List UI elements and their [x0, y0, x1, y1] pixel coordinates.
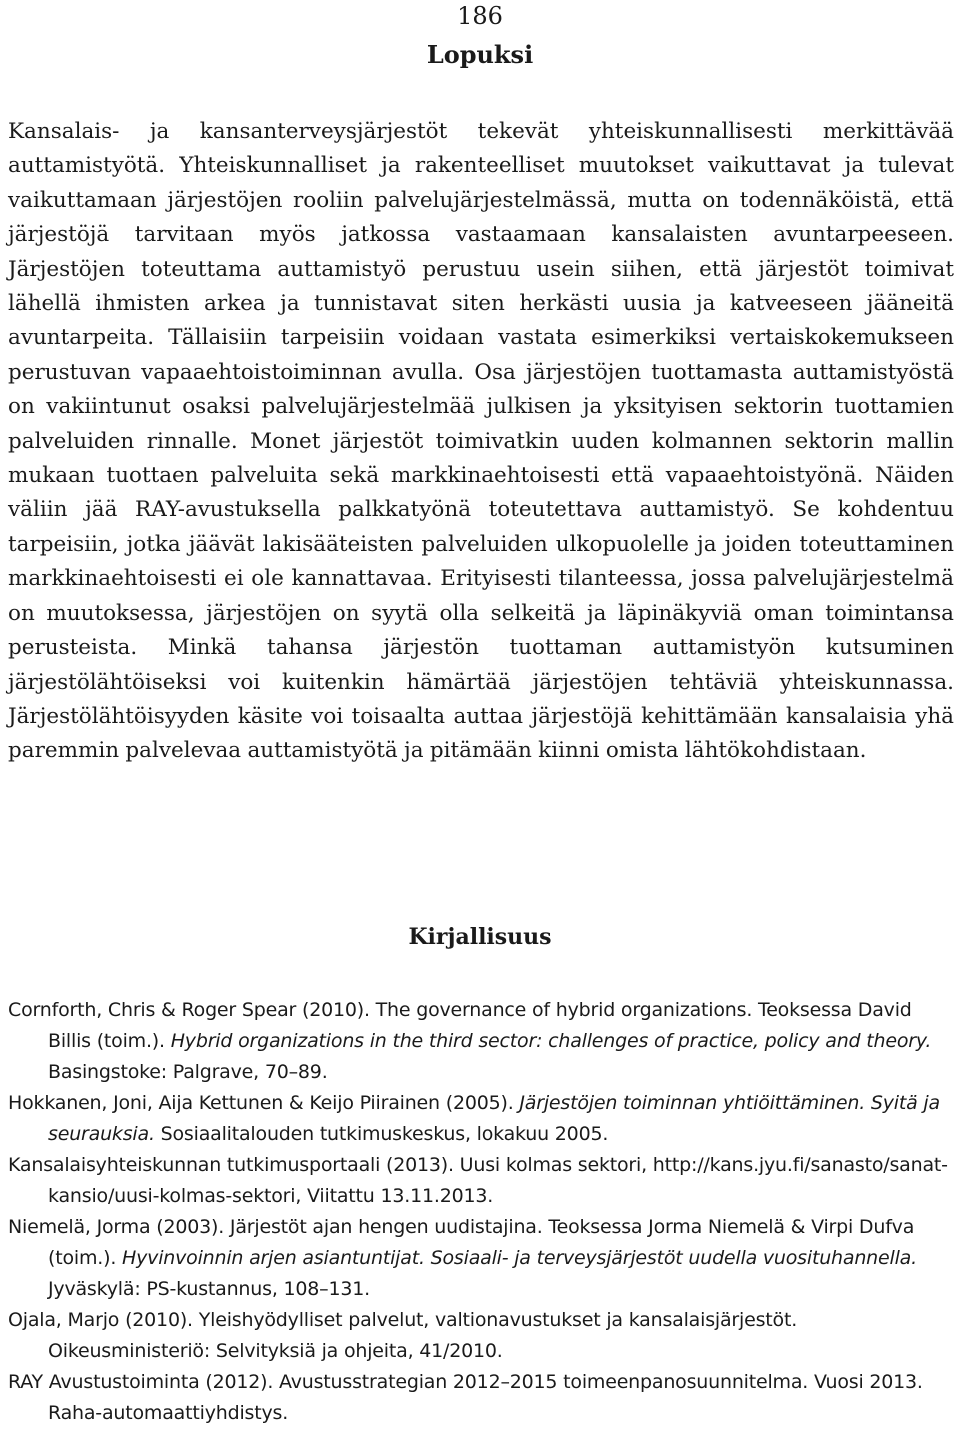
reference-title: Hybrid organizations in the third sector: challenges of practice, policy and theory. — [170, 1030, 932, 1052]
references-heading: Kirjallisuus — [408, 924, 552, 950]
reference-title: Järjestöjen toiminnan yhtiöittäminen. Syitä ja seurauksia. — [48, 1092, 940, 1145]
reference-text: Ojala, Marjo (2010). Yleishyödylliset palvelut, valtionavustukset ja kansalaisjärjestöt. Oikeusministeriö: Selvityksiä ja ohjeita, 41/2010. — [8, 1309, 798, 1362]
reference-publisher: Basingstoke: Palgrave, 70–89. — [48, 1061, 328, 1083]
reference-title: Hyvinvoinnin arjen asiantuntijat. Sosiaali- ja terveysjärjestöt uudella vuosituhannella. — [122, 1247, 917, 1269]
reference-item — [8, 1367, 954, 1429]
reference-item — [8, 1088, 954, 1150]
reference-text: RAY Avustustoiminta (2012). Avustusstrategian 2012–2015 toimeenpanosuunnitelma. Vuosi 2013. Raha-automaattiyhdistys. — [8, 1371, 923, 1424]
reference-text: Hokkanen, Joni, Aija Kettunen & Keijo Piirainen (2005). — [8, 1092, 520, 1114]
reference-item — [8, 1305, 954, 1367]
body-paragraph: Kansalais- ja kansanterveysjärjestöt tekevät yhteiskunnallisesti merkittävää auttamistyötä. Yhteiskunnalliset ja rakenteelliset muutokset vaikuttavat ja tulevat vaikuttamaan järjestöjen rooliin palvelujärjestelmässä, mutta on todennäköistä, että järjestöjä tarvitaan myös jatkossa vastaamaan kansalaisten avuntarpeeseen. Järjestöjen toteuttama auttamistyö perustuu usein siihen, että järjestöt toimivat lähellä ihmisten arkea ja tunnistavat siten herkästi uusia ja katveeseen jääneitä avuntarpeita. Tällaisiin tarpeisiin voidaan vastata esimerkiksi vertaiskokemukseen perustuvan vapaaehtoistoiminnan avulla. Osa järjestöjen tuottamasta auttamistyöstä on vakiintunut osaksi palvelujärjestelmää julkisen ja yksityisen sektorin tuottamien palveluiden rinnalle. Monet järjestöt toimivatkin uuden kolmannen sektorin mallin mukaan tuottaen palveluita sekä markkinaehtoisesti että vapaaehtoistyönä. Näiden väliin jää RAY-avustuksella palkkatyönä toteutettava auttamistyö. Se kohdentuu tarpeisiin, jotka jäävät lakisääteisten palveluiden ulkopuolelle ja joiden toteuttaminen markkinaehtoisesti ei ole kannattavaa. Erityisesti tilanteessa, jossa palvelujärjestelmä on muutoksessa, järjestöjen on syytä olla selkeitä ja läpinäkyviä oman toimintansa perusteista. Minkä tahansa järjestön tuottaman auttamistyön kutsuminen järjestölähtöiseksi voi kuitenkin hämärtää järjestöjen tehtäviä yhteiskunnassa. Järjestölähtöisyyden käsite voi toisaalta auttaa järjestöjä kehittämään kansalaisia yhä paremmin palvelevaa auttamistyötä ja pitämään kiinni omista lähtökohdistaan. — [8, 119, 954, 764]
page-number: 186 — [457, 2, 503, 30]
reference-item — [8, 1150, 954, 1212]
reference-item — [8, 1212, 954, 1305]
reference-text: Cornforth, Chris & Roger Spear (2010). The governance of hybrid organizations. Teoksessa David Billis (toim.). — [8, 999, 912, 1052]
chapter-title: Lopuksi — [426, 40, 534, 69]
reference-list — [8, 995, 954, 1429]
reference-publisher: Jyväskylä: PS-kustannus, 108–131. — [48, 1278, 370, 1300]
reference-text: Kansalaisyhteiskunnan tutkimusportaali (2013). Uusi kolmas sektori, http://kans.jyu.fi/sanasto/sanat-kansio/uusi-kolmas-sektori, Viitattu 13.11.2013. — [8, 1154, 948, 1207]
reference-text: Niemelä, Jorma (2003). Järjestöt ajan hengen uudistajina. Teoksessa Jorma Niemelä & Virpi Dufva (toim.). — [8, 1216, 915, 1269]
reference-publisher: Sosiaalitalouden tutkimuskeskus, lokakuu 2005. — [154, 1123, 609, 1145]
reference-item — [8, 995, 954, 1088]
